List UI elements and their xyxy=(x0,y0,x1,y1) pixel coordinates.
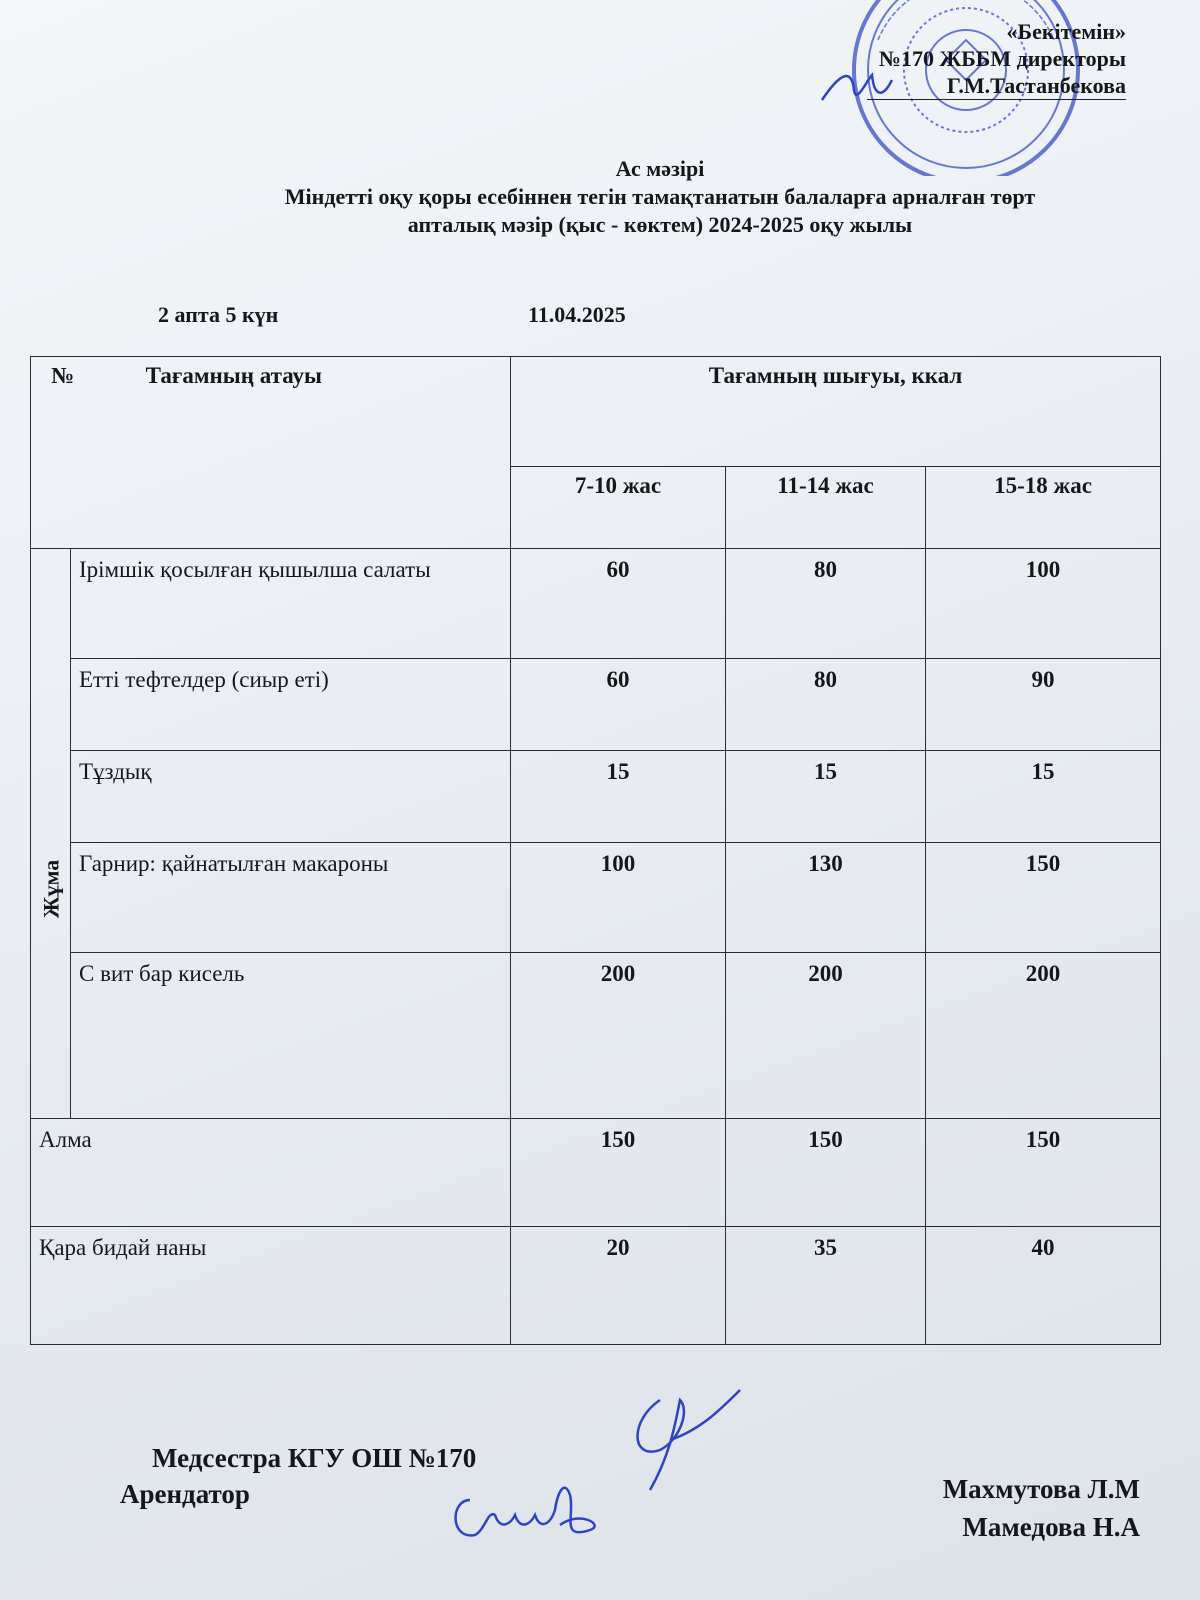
table-row xyxy=(31,843,1161,953)
nurse-signature-icon xyxy=(620,1380,760,1500)
kcal-7-10: 60 xyxy=(511,659,726,751)
kcal-11-14: 130 xyxy=(726,843,926,953)
nurse-name: Махмутова Л.М xyxy=(942,1474,1140,1504)
table-row xyxy=(31,751,1161,843)
day-label: Жұма xyxy=(38,859,63,919)
table-header-row xyxy=(31,357,1161,467)
kcal-11-14: 150 xyxy=(726,1119,926,1227)
kcal-7-10: 20 xyxy=(511,1227,726,1345)
kcal-7-10: 15 xyxy=(511,751,726,843)
header-name-cell xyxy=(31,357,511,549)
dish-name: Етті тефтелдер (сиыр еті) xyxy=(71,659,511,751)
dish-name: Гарнир: қайнатылған макароны xyxy=(71,843,511,953)
header-yield: Тағамның шығуы, ккал xyxy=(511,357,1161,467)
kcal-11-14: 35 xyxy=(726,1227,926,1345)
kcal-11-14: 80 xyxy=(726,659,926,751)
dish-name: Алма xyxy=(31,1119,511,1227)
table-row xyxy=(31,1227,1161,1345)
tenant-label: Арендатор xyxy=(120,1479,250,1509)
age-group-15-18: 15-18 жас xyxy=(926,467,1161,549)
kcal-7-10: 60 xyxy=(511,549,726,659)
dish-name: Ірімшік қосылған қышылша салаты xyxy=(71,549,511,659)
kcal-15-18: 100 xyxy=(926,549,1161,659)
table-row xyxy=(31,659,1161,751)
kcal-11-14: 200 xyxy=(726,953,926,1119)
kcal-7-10: 150 xyxy=(511,1119,726,1227)
title-line-2: Міндетті оқу қоры есебіннен тегін тамақтанатын балаларға арналған төрт xyxy=(284,184,1036,209)
dish-name: С вит бар кисель xyxy=(71,953,511,1119)
age-group-11-14: 11-14 жас xyxy=(726,467,926,549)
kcal-11-14: 15 xyxy=(726,751,926,843)
dish-name: Тұздық xyxy=(71,751,511,843)
table-row xyxy=(31,549,1161,659)
title-line-1: Ас мәзірі xyxy=(615,156,705,181)
kcal-15-18: 200 xyxy=(926,953,1161,1119)
dish-name: Қара бидай наны xyxy=(31,1227,511,1345)
kcal-15-18: 15 xyxy=(926,751,1161,843)
table-row xyxy=(31,953,1161,1119)
day-cell xyxy=(31,549,71,1119)
approval-director-name: Г.М.Тастанбекова xyxy=(867,72,1126,100)
kcal-15-18: 150 xyxy=(926,1119,1161,1227)
footer-right xyxy=(943,1470,1140,1546)
kcal-15-18: 90 xyxy=(926,659,1161,751)
menu-table xyxy=(30,356,1161,1345)
menu-title xyxy=(170,155,1150,239)
date-label: 11.04.2025 xyxy=(528,302,626,327)
director-signature-icon xyxy=(812,60,932,110)
week-day-label: 2 апта 5 күн xyxy=(158,302,279,327)
tenant-name: Мамедова Н.А xyxy=(962,1512,1140,1542)
nurse-label: Медсестра КГУ ОШ №170 xyxy=(152,1443,477,1473)
age-group-7-10: 7-10 жас xyxy=(511,467,726,549)
header-num: № xyxy=(51,363,75,388)
kcal-7-10: 100 xyxy=(511,843,726,953)
kcal-15-18: 40 xyxy=(926,1227,1161,1345)
footer-left xyxy=(120,1440,476,1512)
kcal-11-14: 80 xyxy=(726,549,926,659)
kcal-15-18: 150 xyxy=(926,843,1161,953)
table-row xyxy=(31,1119,1161,1227)
approval-position: №170 ЖББМ директоры xyxy=(878,46,1126,71)
kcal-7-10: 200 xyxy=(511,953,726,1119)
title-line-3: апталық мәзір (қыс - көктем) 2024-2025 оқу жылы xyxy=(407,212,913,237)
approval-heading: «Бекітемін» xyxy=(1006,19,1126,44)
header-dish-name: Тағамның атауы xyxy=(145,363,322,388)
